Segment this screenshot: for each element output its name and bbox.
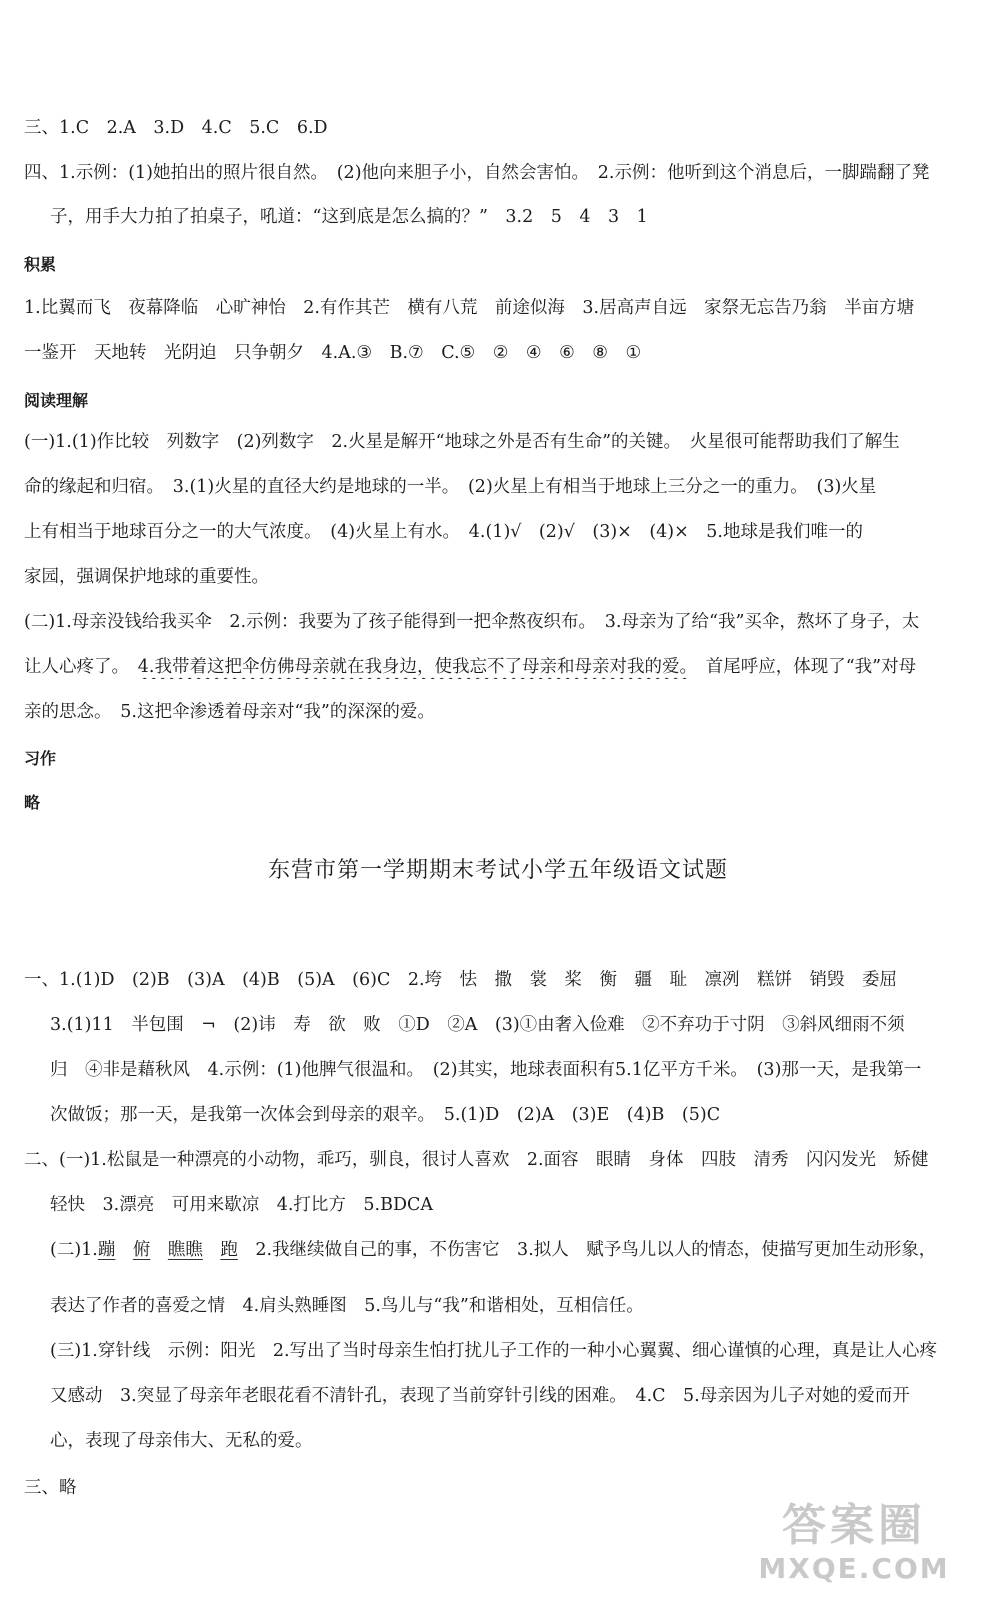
answer-line: 1.比翼而飞 夜幕降临 心旷神怡 2.有作其芒 横有八荒 前途似海 3.居高声自远 家祭无忘告乃翁 半亩方塘 <box>24 298 915 318</box>
answer-text: (二)1. <box>50 1240 98 1260</box>
watermark-logo-text: 答案圈 <box>782 1500 926 1551</box>
answer-line: 心，表现了母亲伟大、无私的爱。 <box>50 1431 313 1451</box>
answer-line: 命的缘起和归宿。 3.(1)火星的直径大约是地球的一半。 (2)火星上有相当于地球上三分之一的重力。 (3)火星 <box>24 477 877 497</box>
marked-word: 瞧瞧 <box>167 1240 203 1260</box>
answer-line: (二)1.母亲没钱给我买伞 2.示例：我要为了孩子能得到一把伞熬夜织布。 3.母亲为了给“我”买伞，熬坏了身子，太 <box>24 612 920 632</box>
answer-line <box>24 655 974 679</box>
answer-line: 又感动 3.突显了母亲年老眼花看不清针孔，表现了当前穿针引线的困难。 4.C 5.母亲因为儿子对她的爱而开 <box>50 1386 910 1406</box>
answer-line: 三、略 <box>24 1478 77 1498</box>
answer-line: 亲的思念。 5.这把伞渗透着母亲对“我”的深深的爱。 <box>24 702 435 722</box>
answer-line: 三、1.C 2.A 3.D 4.C 5.C 6.D <box>24 118 328 138</box>
section-heading-reading: 阅读理解 <box>24 391 89 410</box>
answer-line: (一)1.(1)作比较 列数字 (2)列数字 2.火星是解开“地球之外是否有生命”的关键。 火星很可能帮助我们了解生 <box>24 432 900 452</box>
marked-word: 俯 <box>132 1240 151 1260</box>
watermark-url: MXQE.COM <box>758 1552 950 1585</box>
answer-line: 上有相当于地球百分之一的大气浓度。 (4)火星上有水。 4.(1)√ (2)√ (3)× (4)× 5.地球是我们唯一的 <box>24 522 863 542</box>
answer-line: 一、1.(1)D (2)B (3)A (4)B (5)A (6)C 2.垮 怯 撒 裳 桨 衡 疆 耻 凛冽 糕饼 销毁 委屈 <box>24 970 898 990</box>
wavy-underlined-answer: 4.我带着这把伞仿佛母亲就在我身边，使我忘不了母亲和母亲对我的爱。 <box>137 657 689 677</box>
site-watermark <box>724 1500 984 1592</box>
answer-line: (三)1.穿针线 示例：阳光 2.写出了当时母亲生怕打扰儿子工作的一种小心翼翼、细心谨慎的心理，真是让人心疼 <box>50 1341 938 1361</box>
answer-text: 首尾呼应，体现了“我”对母 <box>688 657 917 677</box>
marked-word: 跑 <box>220 1240 238 1260</box>
answer-line: 家园，强调保护地球的重要性。 <box>24 567 269 587</box>
answer-line: 归 ④非是藉秋风 4.示例：(1)他脾气很温和。 (2)其实，地球表面积有5.1亿平方千米。 (3)那一天，是我第一 <box>50 1060 922 1080</box>
answer-text: 让人心疼了。 <box>24 657 138 677</box>
answer-line: 表达了作者的喜爱之情 4.肩头熟睡图 5.鸟儿与“我”和谐相处，互相信任。 <box>50 1296 644 1316</box>
answer-line: 二、(一)1.松鼠是一种漂亮的小动物，乖巧，驯良，很讨人喜欢 2.面容 眼睛 身体 四肢 清秀 闪闪发光 矫健 <box>24 1150 929 1170</box>
answer-line: 四、1.示例：(1)她拍出的照片很自然。 (2)他向来胆子小，自然会害怕。 2.示例：他听到这个消息后，一脚踹翻了凳 <box>24 163 930 183</box>
answer-line: 子，用手大力拍了拍桌子，吼道：“这到底是怎么搞的？” 3.2 5 4 3 1 <box>50 207 648 227</box>
exam-title: 东营市第一学期期末考试小学五年级语文试题 <box>267 858 728 883</box>
answer-line <box>50 1238 974 1262</box>
answer-line: 一鉴开 天地转 光阴迫 只争朝夕 4.A.③ B.⑦ C.⑤ ② ④ ⑥ ⑧ ① <box>24 343 642 363</box>
answer-text: 2.我继续做自己的事，不伤害它 3.拟人 赋予鸟儿以人的情态，使描写更加生动形象， <box>237 1240 937 1260</box>
writing-answer: 略 <box>24 793 41 812</box>
section-heading-writing: 习作 <box>24 749 57 768</box>
answer-line: 次做饭；那一天，是我第一次体会到母亲的艰辛。 5.(1)D (2)A (3)E (4)B (5)C <box>50 1105 721 1125</box>
section-heading-accumulation: 积累 <box>24 255 57 274</box>
marked-word: 蹦 <box>97 1240 116 1260</box>
answer-line: 轻快 3.漂亮 可用来歇凉 4.打比方 5.BDCA <box>50 1195 434 1215</box>
answer-line: 3.(1)11 半包围 ¬ (2)讳 寿 欲 败 ①D ②A (3)①由奢入俭难 ②不弃功于寸阴 ③斜风细雨不须 <box>50 1015 905 1035</box>
